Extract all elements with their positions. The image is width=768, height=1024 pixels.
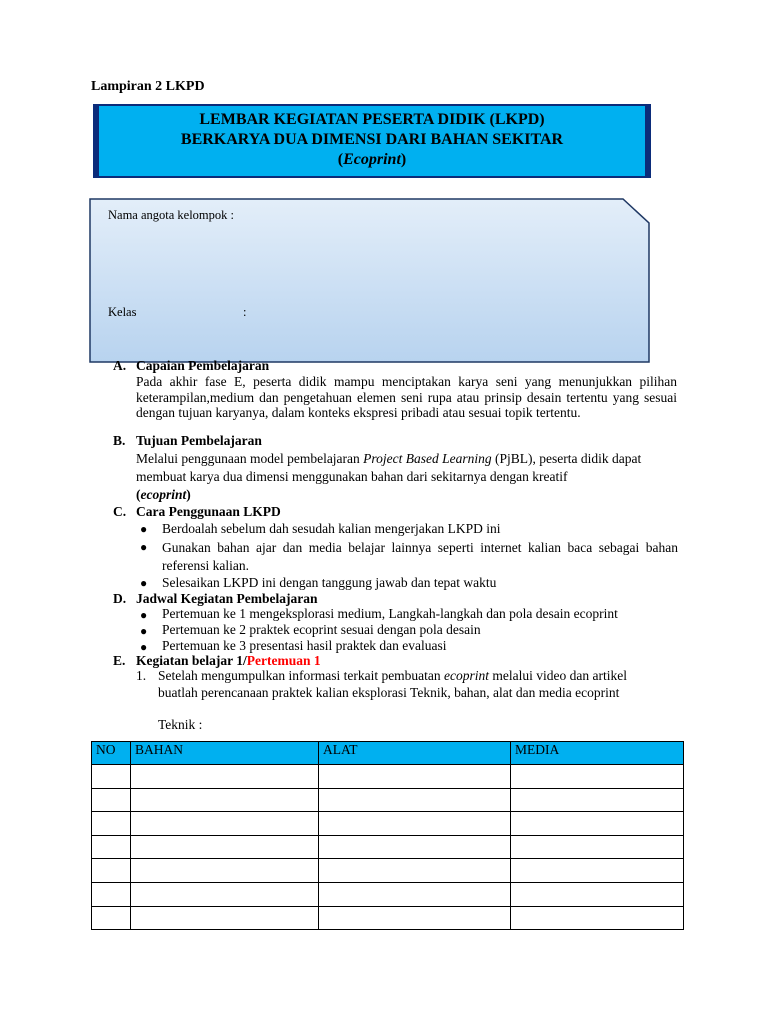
step-1-text — [158, 668, 658, 701]
table-cell-alat[interactable] — [319, 859, 511, 883]
table-row — [92, 788, 684, 812]
section-a-body: Pada akhir fase E, peserta didik mampu menciptakan karya seni yang menunjukkan pilihan keterampilan,medium dan pengetahuan elemen seni rupa atau prinsip desain tertentu yang sesuai dengan tujuan karyanya, dalam konteks ekspresi pribadi atau sesuai topik tertentu. — [136, 374, 677, 420]
bullet-icon: ● — [140, 608, 148, 622]
section-c-letter: C. — [113, 504, 127, 519]
table-cell-media[interactable] — [511, 882, 684, 906]
table-cell-bahan[interactable] — [131, 788, 319, 812]
bullet-icon: ● — [140, 624, 148, 638]
section-b-body — [136, 450, 666, 504]
table-cell-no[interactable] — [92, 906, 131, 930]
section-b-paren-close: ) — [186, 487, 191, 502]
member-names-label: Nama angota kelompok : — [108, 208, 235, 222]
usage-item-2: Gunakan bahan ajar dan media belajar lainnya seperti internet kalian baca sebagai bahan referensi kalian. — [162, 540, 678, 573]
step-1-ecoprint: ecoprint — [444, 668, 490, 683]
table-cell-alat[interactable] — [319, 788, 511, 812]
technique-label: Teknik : — [158, 717, 203, 732]
appendix-label: Lampiran 2 LKPD — [91, 79, 205, 94]
table-cell-bahan[interactable] — [131, 906, 319, 930]
bullet-icon: ● — [140, 522, 148, 536]
section-b-body-part2: (PjBL), peserta didik dapat membuat karya dua dimensi menggunakan bahan dari sekitarnya dengan kreatif — [136, 451, 642, 484]
usage-item-3: Selesaikan LKPD ini dengan tanggung jawab dan tepat waktu — [162, 575, 497, 590]
table-cell-media[interactable] — [511, 906, 684, 930]
title-box — [93, 104, 651, 178]
table-cell-media[interactable] — [511, 788, 684, 812]
bullet-icon: ● — [140, 540, 148, 554]
section-d-title: Jadwal Kegiatan Pembelajaran — [136, 591, 318, 606]
table-row — [92, 882, 684, 906]
table-cell-alat[interactable] — [319, 765, 511, 789]
step-number: 1. — [136, 668, 147, 683]
usage-item-1: Berdoalah sebelum dah sesudah kalian mengerjakan LKPD ini — [162, 521, 501, 536]
table-cell-bahan[interactable] — [131, 765, 319, 789]
table-body — [92, 765, 684, 930]
section-c-title: Cara Penggunaan LKPD — [136, 504, 281, 519]
table-cell-no[interactable] — [92, 812, 131, 836]
table-cell-alat[interactable] — [319, 812, 511, 836]
section-e-meeting: Pertemuan 1 — [246, 653, 321, 668]
schedule-item-3: Pertemuan ke 3 presentasi hasil praktek dan evaluasi — [162, 638, 447, 653]
title-ecoprint: Ecoprint — [343, 151, 401, 168]
class-label: Kelas — [108, 305, 137, 319]
section-b-ecoprint: ecoprint — [140, 487, 187, 502]
table-cell-media[interactable] — [511, 835, 684, 859]
table-cell-no[interactable] — [92, 765, 131, 789]
table-cell-no[interactable] — [92, 882, 131, 906]
table-cell-alat[interactable] — [319, 906, 511, 930]
table-cell-bahan[interactable] — [131, 859, 319, 883]
table-row — [92, 765, 684, 789]
section-b-letter: B. — [113, 433, 126, 448]
section-b-body-part1: Melalui penggunaan model pembelajaran — [136, 451, 364, 466]
title-paren-open: ( — [337, 151, 344, 168]
header-bahan: BAHAN — [131, 742, 319, 765]
title-paren-close: ) — [400, 151, 407, 168]
table-cell-alat[interactable] — [319, 835, 511, 859]
table-cell-media[interactable] — [511, 859, 684, 883]
section-a-letter: A. — [113, 358, 127, 373]
table-cell-bahan[interactable] — [131, 882, 319, 906]
step-1-part2: melalui video dan artikel buatlah perencanaan praktek kalian eksplorasi Teknik, bahan, alat dan media ecoprint — [158, 668, 627, 700]
table-row — [92, 835, 684, 859]
table-cell-bahan[interactable] — [131, 835, 319, 859]
table-cell-alat[interactable] — [319, 882, 511, 906]
table-cell-bahan[interactable] — [131, 812, 319, 836]
table-cell-no[interactable] — [92, 859, 131, 883]
schedule-item-1: Pertemuan ke 1 mengeksplorasi medium, Langkah-langkah dan pola desain ecoprint — [162, 606, 618, 621]
section-a-title: Capaian Pembelajaran — [136, 358, 270, 373]
section-b-paren-open: ( — [136, 487, 141, 502]
header-no: NO — [92, 742, 131, 765]
title-line-1: LEMBAR KEGIATAN PESERTA DIDIK (LKPD) — [199, 111, 545, 128]
title-line-2: BERKARYA DUA DIMENSI DARI BAHAN SEKITAR — [180, 131, 564, 148]
section-b-title: Tujuan Pembelajaran — [136, 433, 262, 448]
bullet-icon: ● — [140, 640, 148, 654]
table-row — [92, 906, 684, 930]
table-cell-no[interactable] — [92, 788, 131, 812]
section-e-letter: E. — [113, 653, 126, 668]
bullet-icon: ● — [140, 576, 148, 590]
header-media: MEDIA — [511, 742, 684, 765]
table-cell-media[interactable] — [511, 812, 684, 836]
section-d-letter: D. — [113, 591, 127, 606]
table-row — [92, 812, 684, 836]
section-b-pjbl: Project Based Learning — [363, 451, 492, 466]
section-e-title — [136, 653, 321, 669]
table-cell-no[interactable] — [92, 835, 131, 859]
schedule-item-2: Pertemuan ke 2 praktek ecoprint sesuai dengan pola desain — [162, 622, 481, 637]
title-line-3 — [95, 150, 649, 170]
table-cell-media[interactable] — [511, 765, 684, 789]
class-colon: : — [243, 305, 247, 319]
step-1-part1: Setelah mengumpulkan informasi terkait pembuatan — [158, 668, 445, 683]
section-e-title-main: Kegiatan belajar 1/ — [136, 653, 247, 668]
table-row — [92, 859, 684, 883]
planning-table — [91, 741, 684, 930]
table-header-row — [92, 742, 684, 765]
header-alat: ALAT — [319, 742, 511, 765]
